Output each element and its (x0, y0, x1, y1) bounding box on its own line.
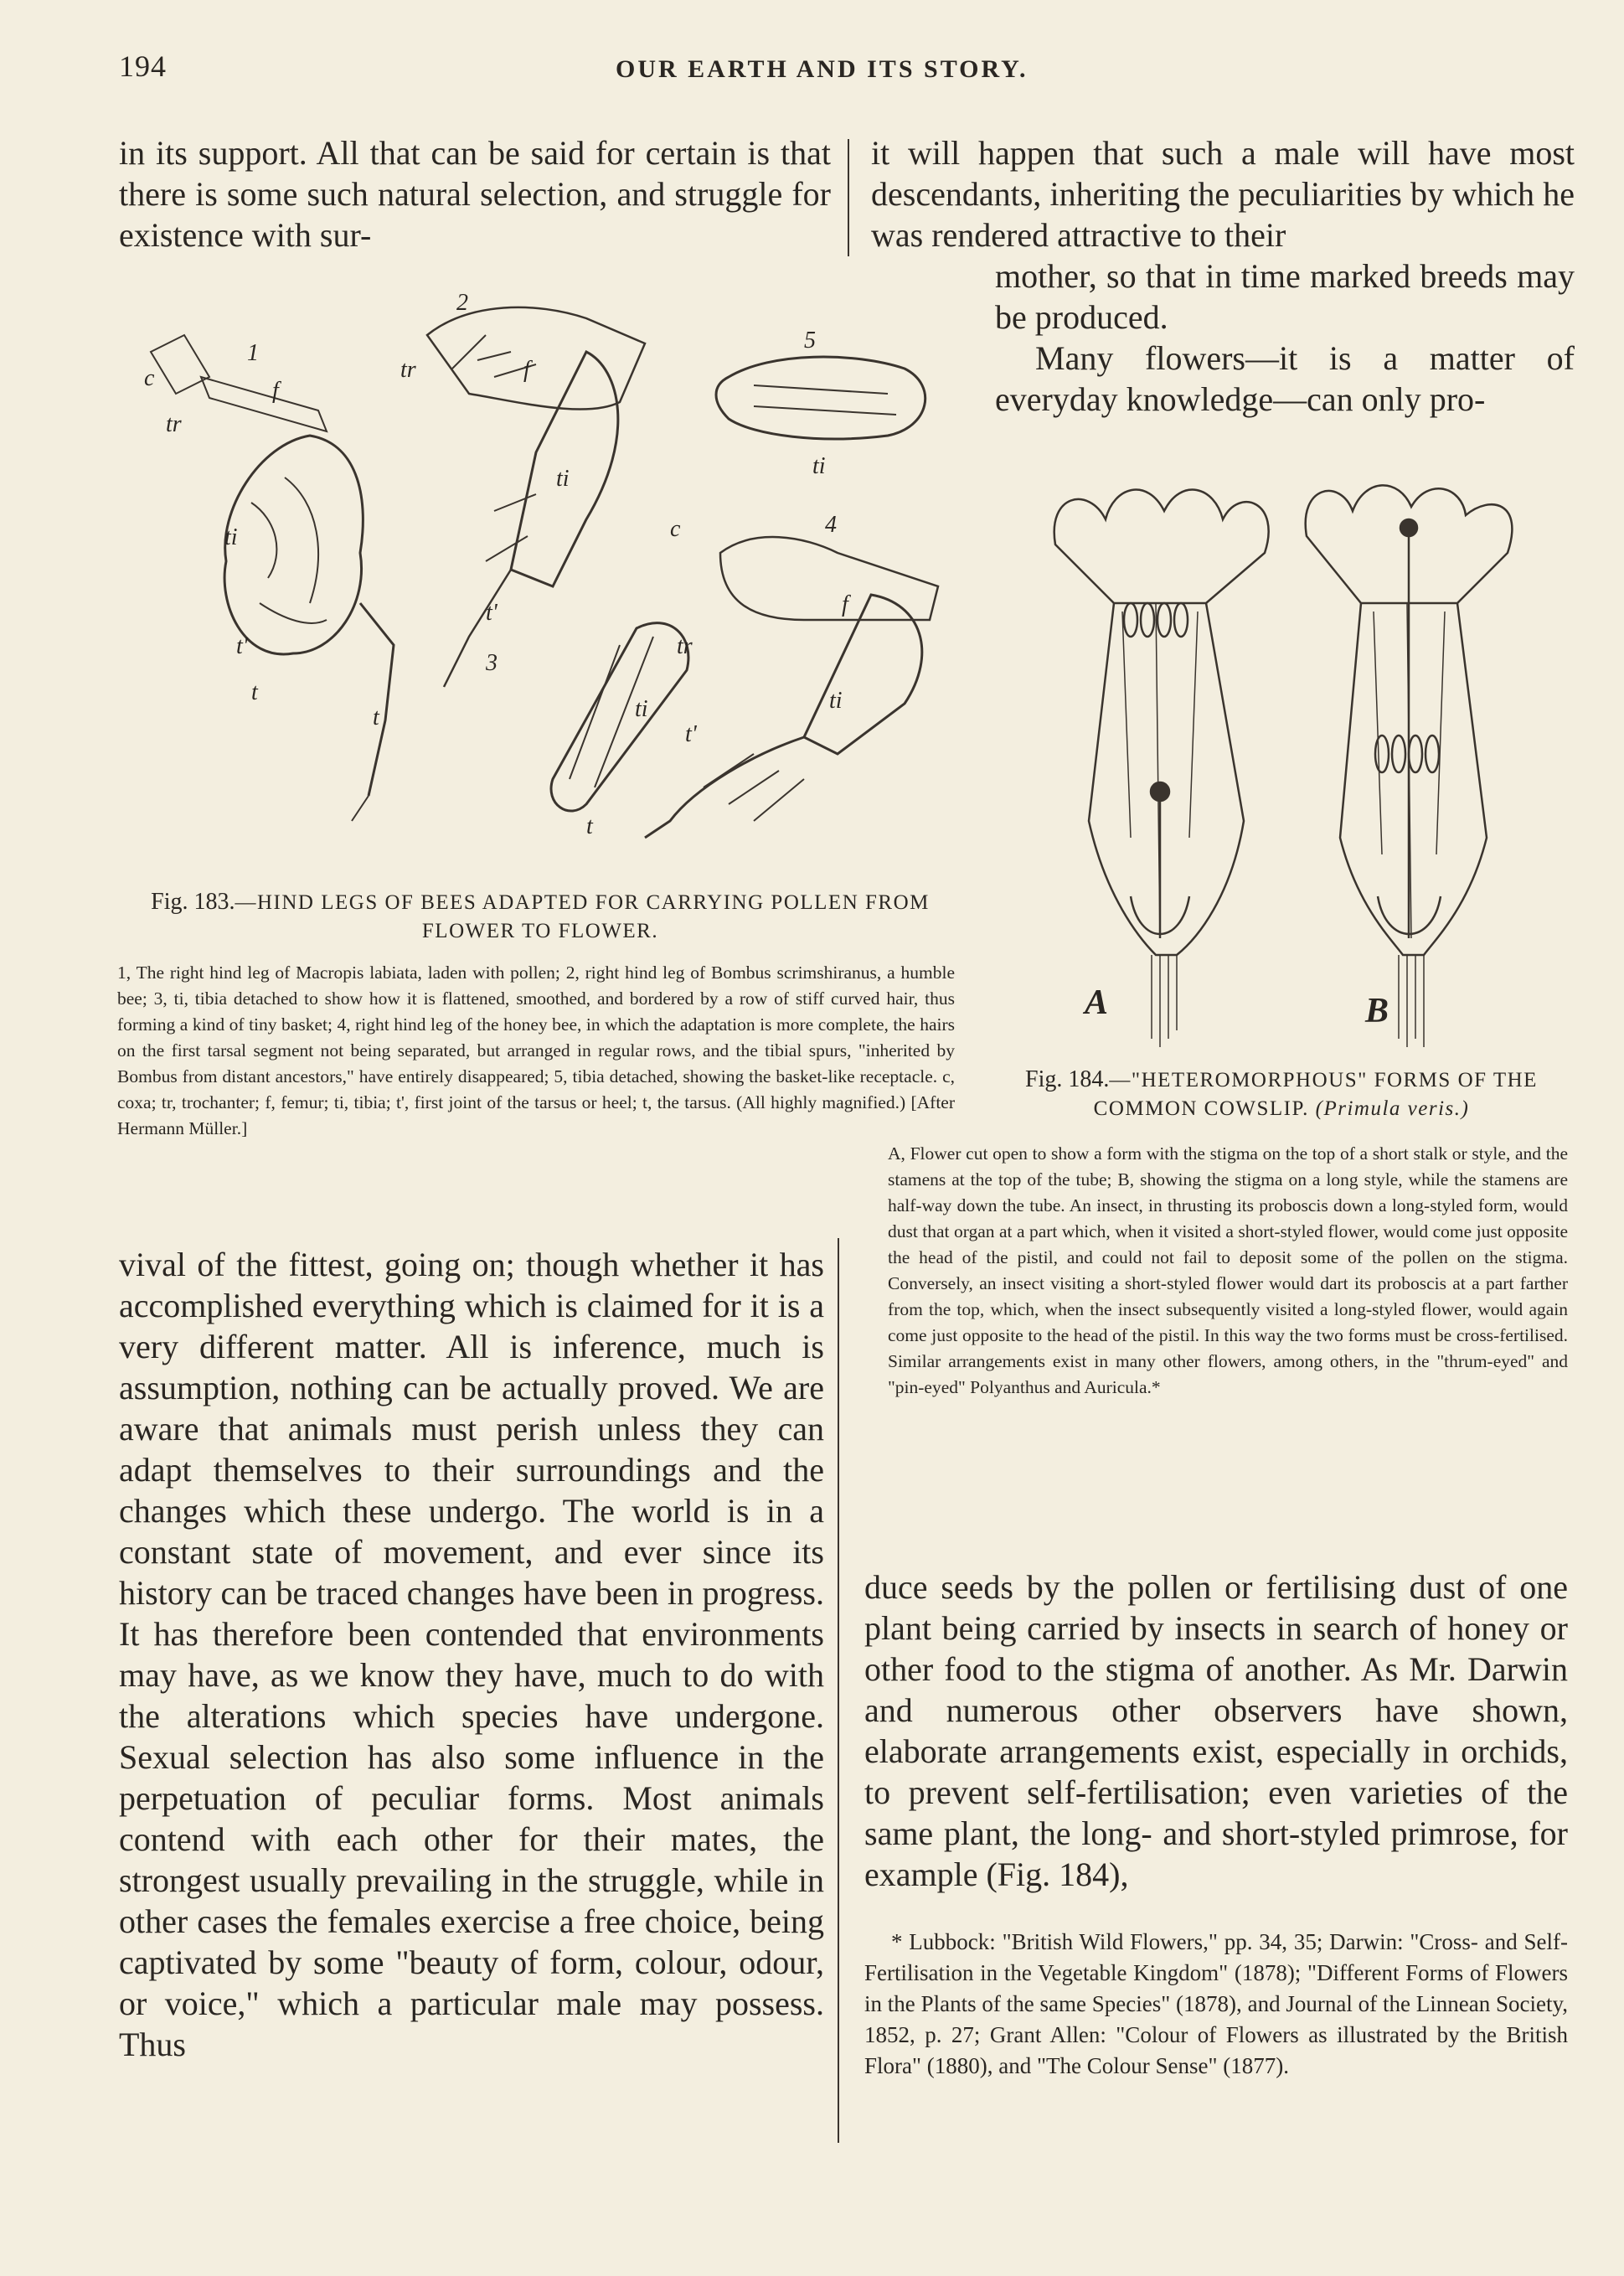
svg-text:c: c (670, 516, 681, 542)
svg-text:5: 5 (804, 328, 816, 354)
svg-text:c: c (144, 365, 155, 391)
svg-text:ti: ti (829, 688, 843, 714)
figure-184-caption-body: A, Flower cut open to show a form with the stigma on the top of a short stalk or style, and the stamens at the top of the tube; B, showing the stigma on a long style, while the stamens are half-way down the tube. An insect, in thrusting its proboscis down a long-styled form, would dust that organ at a part which, when it visited a short-styled flower, would come just opposite the head of the pistil, and could not fail to deposit some of the pollen on the stigma. Conversely, an insect visiting a short-styled flower would dart its proboscis at a part farther from the top, which, when the insect subsequently visited a long-styled flower, would again come just opposite to the head of the pistil. In this way the two forms must be cross-fertilised. Similar arrangements exist in many other flowers, among others, in the "thrum-eyed" and "pin-eyed" Polyanthus and Auricula.* (888, 1143, 1568, 1397)
right-column-top-text: it will happen that such a male will have most descendants, inheriting the peculiarities by which he was rendered attractive to their (871, 134, 1575, 254)
right-column-bottom-text: duce seeds by the pollen or fertilising dust of one plant being carried by insects in search of honey or other food to the stigma of another. As Mr. Darwin and numerous other observers have shown, elaborate arrangements exist, especially in orchids, to prevent self-fertilisation; even varieties of the same plant, the long- and short-styled primrose, for example (Fig. 184), (864, 1568, 1568, 1893)
left-column-bottom-text: vival of the fittest, going on; though whether it has accomplished everything which is claimed for it is a very different matter. All is inference, much is assumption, nothing can be actually proved. We are aware that animals must perish unless they can adapt themselves to their surroundings and the changes which these undergo. The world is in a constant state of movement, and ever since its history can be traced changes have been in progress. It has therefore been contended that environments may have, as we know they have, much to do with the alterations which species have undergone. Sexual selection has also some influence in the perpetuation of peculiar forms. Most animals contend with each other for their mates, the strongest usually prevailing in the struggle, while in other cases the females exercise a free choice, being captivated by some "beauty of form, colour, odour, or voice," which a particular male may possess. Thus (119, 1246, 824, 2063)
svg-text:ti: ti (556, 466, 570, 492)
flower-label-b: B (1365, 992, 1389, 1030)
svg-text:2: 2 (456, 290, 468, 316)
footnote: * Lubbock: "British Wild Flowers," pp. 34, 35; Darwin: "Cross- and Self-Fertilisation in the Vegetable Kingdom" (1878); "Different Forms of Flowers in the Plants of the same Species" (1878), and Journal of the Linnean Society, 1852, p. 27; Grant Allen: "Colour of Flowers as illustrated by the British Flora" (1880), and "The Colour Sense" (1877). (864, 1929, 1568, 2078)
svg-text:4: 4 (825, 512, 837, 538)
flower-label-a: A (1085, 983, 1109, 1022)
figure-183-caption-title: Fig. 183.—HIND LEGS OF BEES ADAPTED FOR CARRYING POLLEN FROM FLOWER TO FLOWER. (151, 889, 930, 942)
svg-text:ti: ti (224, 524, 238, 550)
svg-text:t: t (586, 813, 593, 839)
figure-184-illustration (1039, 469, 1541, 1055)
column-rule-bottom (838, 1238, 839, 2143)
svg-text:tr: tr (166, 411, 182, 437)
svg-text:1: 1 (247, 340, 259, 366)
figure-183-illustration (117, 285, 955, 854)
figure-184-caption-title: Fig. 184.—"HETEROMORPHOUS" FORMS OF THE COMMON COWSLIP. (Primula veris.) (1025, 1066, 1538, 1120)
svg-text:tr: tr (400, 357, 416, 383)
page-number: 194 (119, 49, 167, 83)
svg-text:ti: ti (635, 696, 648, 722)
figure-183-caption-body: 1, The right hind leg of Macropis labiata, laden with pollen; 2, right hind leg of Bombus scrimshiranus, a humble bee; 3, ti, tibia detached to show how it is flattened, smoothed, and bordered by a row of stiff curved hair, thus forming a kind of tiny basket; 4, right hind leg of the honey bee, in which the adaptation is more complete, the hairs on the first tarsal segment not being separated, but arranged in regular rows, and the tibial spurs, "inherited by Bombus from distant ancestors," have entirely disappeared; 5, tibia detached, showing the basket-like receptacle. c, coxa; tr, trochanter; f, femur; ti, tibia; t', first joint of the tarsus or heel; t, the tarsus. (All highly magnified.) [After Hermann Müller.] (117, 963, 955, 1138)
running-title: OUR EARTH AND ITS STORY. (616, 55, 1029, 83)
left-column-top-text: in its support. All that can be said for certain is that there is some such natural selection, and struggle for existence with sur- (119, 134, 831, 254)
svg-text:t: t (373, 704, 379, 730)
svg-text:t: t (251, 679, 258, 705)
svg-text:t': t' (486, 600, 498, 626)
svg-text:t': t' (236, 633, 248, 659)
svg-text:ti: ti (812, 453, 826, 479)
svg-text:tr: tr (677, 633, 693, 659)
svg-text:f: f (842, 591, 848, 617)
column-rule-top (848, 139, 849, 256)
svg-text:t': t' (685, 721, 697, 747)
right-column-narrow-text: mother, so that in time marked breeds may be produced. Many flowers—it is a matter of everyday knowledge—can only pro- (995, 257, 1575, 418)
svg-text:f: f (272, 378, 279, 404)
svg-text:f: f (523, 357, 530, 383)
svg-text:3: 3 (486, 650, 498, 676)
